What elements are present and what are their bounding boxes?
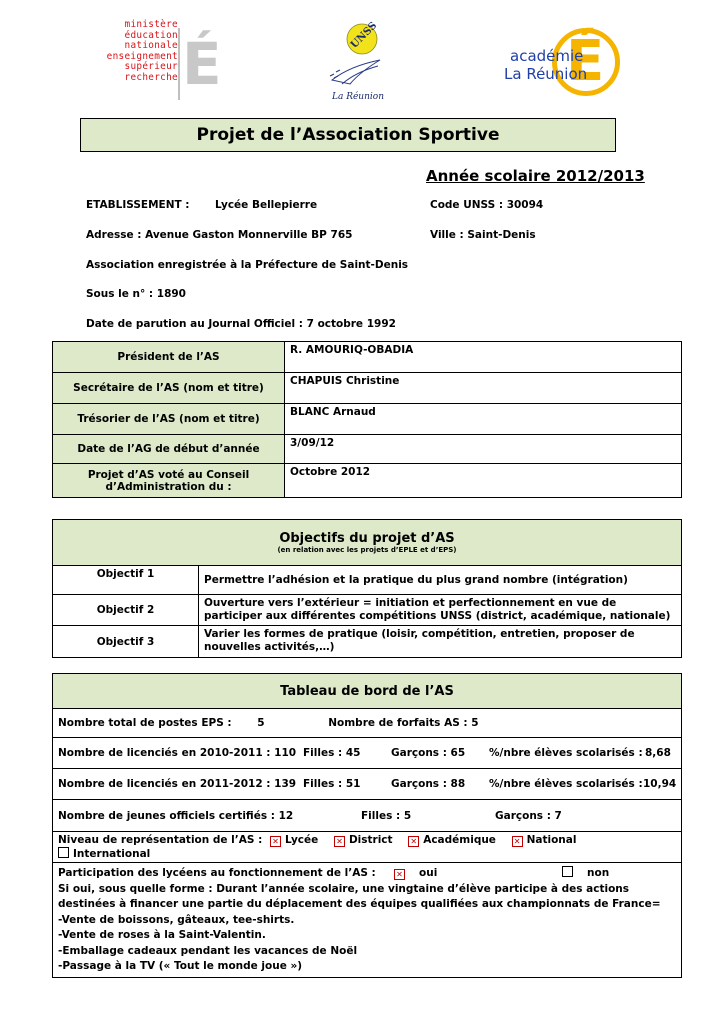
participation-detail-line: -Vente de boissons, gâteaux, tee-shirts. — [58, 913, 295, 926]
objectif-label: Objectif 3 — [53, 626, 199, 658]
niveau-option-academique — [408, 834, 496, 847]
postes-label: Nombre total de postes EPS : — [58, 717, 232, 729]
association-registration: Association enregistrée à la Préfecture de Saint-Denis — [86, 259, 409, 271]
participation-detail-line: -Vente de roses à la Saint-Valentin. — [58, 929, 266, 941]
participation-detail-line: Si oui, sous quelle forme : Durant l’année scolaire, une vingtaine d’élève participe à des actions — [58, 882, 630, 895]
officiels-row — [53, 800, 682, 832]
table-row — [53, 769, 682, 800]
officiels: Nombre de jeunes officiels certifiés : 12 — [58, 809, 294, 822]
objectif-label: Objectif 2 — [53, 595, 199, 626]
niveau-option-label: Académique — [423, 834, 496, 846]
filles-2011: Filles : 51 — [303, 778, 361, 790]
niveau-label: Niveau de représentation de l’AS : — [58, 834, 263, 846]
bureau-value: R. AMOURIQ-OBADIA — [285, 342, 682, 373]
bureau-value: CHAPUIS Christine — [285, 373, 682, 404]
objectifs-header — [53, 520, 682, 566]
bureau-label: Projet d’AS voté au Conseil d’Administration du : — [53, 464, 285, 498]
table-row — [53, 464, 682, 498]
checkbox-academique[interactable]: ✕ — [408, 836, 419, 847]
participation-cell — [53, 863, 682, 978]
niveau-option-national — [512, 834, 577, 847]
niveau-option-district — [334, 834, 393, 847]
objectifs-subtitle: (en relation avec les projets d’EPLE et d’EPS) — [277, 546, 457, 554]
bureau-value: 3/09/12 — [285, 435, 682, 464]
niveau-option-label: District — [348, 834, 393, 846]
bureau-label: Secrétaire de l’AS (nom et titre) — [53, 373, 285, 404]
garcons-2010: Garçons : 65 — [391, 747, 466, 759]
niveau-option-label: Lycée — [284, 834, 319, 846]
table-row — [53, 800, 682, 832]
checkbox-district[interactable]: ✕ — [334, 836, 345, 847]
table-row — [53, 435, 682, 464]
niveau-row — [53, 832, 682, 863]
bureau-table — [52, 341, 682, 498]
ministere-logo-mark — [178, 28, 222, 100]
ministere-line: éducation — [124, 29, 178, 41]
pct-label-2011: %/nbre élèves scolarisés : — [489, 778, 643, 790]
bureau-value: BLANC Arnaud — [285, 404, 682, 435]
pct-2011: 10,94 — [643, 778, 677, 790]
unss-badge-text: UNSS — [348, 20, 380, 51]
page-title: Projet de l’Association Sportive — [80, 118, 616, 152]
licencies-2011-row — [53, 769, 682, 800]
ville: Ville : Saint-Denis — [430, 229, 536, 241]
etablissement-label: ETABLISSEMENT : — [86, 199, 190, 211]
officiels-filles: Filles : 5 — [361, 809, 412, 822]
oui-label: oui — [419, 867, 438, 879]
tableau-de-bord-table — [52, 673, 682, 978]
ministere-logo-text — [96, 20, 178, 84]
ministere-e-glyph: É — [182, 30, 222, 98]
checkbox-national[interactable]: ✕ — [512, 836, 523, 847]
ministere-line: recherche — [124, 71, 178, 83]
unss-place-text: La Réunion — [332, 92, 384, 102]
objectifs-title: Objectifs du projet d’AS — [279, 531, 455, 546]
academie-logo — [500, 22, 632, 102]
checkbox-lycee[interactable]: ✕ — [270, 836, 281, 847]
objectif-text: Ouverture vers l’extérieur = initiation et perfectionnement en vue de participer aux différentes compétitions UNSS (district, académique, nationale) — [199, 595, 682, 626]
participation-line — [58, 866, 676, 882]
school-year: Année scolaire 2012/2013 — [426, 167, 645, 185]
participation-detail-line: -Emballage cadeaux pendant les vacances de Noël — [58, 944, 358, 957]
objectifs-table — [52, 519, 682, 658]
niveau-option-international — [58, 847, 150, 860]
bureau-value: Octobre 2012 — [285, 464, 682, 498]
checkbox-international[interactable] — [58, 847, 69, 858]
academie-line1: académie — [510, 47, 584, 65]
non-label: non — [587, 867, 610, 879]
participation-detail-line: -Passage à la TV (« Tout le monde joue ») — [58, 960, 303, 972]
participation-non — [562, 866, 609, 882]
table-row — [53, 404, 682, 435]
ministere-line: supérieur — [124, 61, 178, 73]
bureau-label: Président de l’AS — [53, 342, 285, 373]
pct-2010: 8,68 — [645, 747, 671, 759]
adresse: Adresse : Avenue Gaston Monnerville BP 765 — [86, 229, 353, 241]
tableau-title: Tableau de bord de l’AS — [53, 674, 682, 709]
filles-2010: Filles : 45 — [303, 747, 361, 759]
academie-line2: La Réunion — [504, 65, 588, 83]
ministere-line: ministère — [124, 19, 178, 30]
checkbox-non[interactable] — [562, 866, 573, 877]
participation-label: Participation des lycéens au fonctionnement de l’AS : — [58, 867, 376, 879]
objectif-text: Varier les formes de pratique (loisir, compétition, entretien, proposer de nouvelles activités,…) — [199, 626, 682, 658]
table-row — [53, 342, 682, 373]
forfaits: Nombre de forfaits AS : 5 — [328, 717, 479, 729]
journal-officiel-date: Date de parution au Journal Officiel : 7 octobre 1992 — [86, 318, 396, 330]
garcons-2011: Garçons : 88 — [391, 778, 466, 790]
niveau-option-label: International — [73, 848, 151, 860]
checkbox-oui[interactable]: ✕ — [394, 869, 405, 880]
objectif-text: Permettre l’adhésion et la pratique du plus grand nombre (intégration) — [199, 566, 682, 595]
ministere-line: enseignement — [106, 50, 178, 62]
table-row — [53, 566, 682, 595]
table-row — [53, 674, 682, 709]
postes-row — [53, 709, 682, 738]
table-row — [53, 709, 682, 738]
licencies-2010-row — [53, 738, 682, 769]
table-row — [53, 863, 682, 978]
bureau-label: Date de l’AG de début d’année — [53, 435, 285, 464]
table-row — [53, 373, 682, 404]
table-row — [53, 738, 682, 769]
table-row — [53, 520, 682, 566]
table-row — [53, 832, 682, 863]
participation-detail-line: destinées à financer une partie du déplacement des équipes qualifiées aux championnats de France= — [58, 898, 661, 910]
participation-oui — [394, 866, 437, 882]
objectif-label: Objectif 1 — [53, 566, 199, 595]
postes-value: 5 — [257, 717, 265, 729]
niveau-option-label: National — [526, 834, 577, 846]
officiels-garcons: Garçons : 7 — [495, 809, 562, 822]
table-row — [53, 595, 682, 626]
pct-label-2010: %/nbre élèves scolarisés : — [489, 747, 643, 759]
code-unss: Code UNSS : 30094 — [430, 199, 544, 211]
ministere-line: nationale — [124, 40, 178, 52]
table-row — [53, 626, 682, 658]
licencies-2010: Nombre de licenciés en 2010-2011 : 110 — [58, 747, 297, 759]
niveau-option-lycee — [270, 834, 318, 847]
etablissement-value: Lycée Bellepierre — [215, 199, 318, 211]
bureau-label: Trésorier de l’AS (nom et titre) — [53, 404, 285, 435]
registration-number: Sous le n° : 1890 — [86, 288, 186, 300]
unss-logo — [320, 22, 402, 106]
academie-e-glyph: É — [566, 29, 605, 94]
licencies-2011: Nombre de licenciés en 2011-2012 : 139 — [58, 778, 297, 790]
